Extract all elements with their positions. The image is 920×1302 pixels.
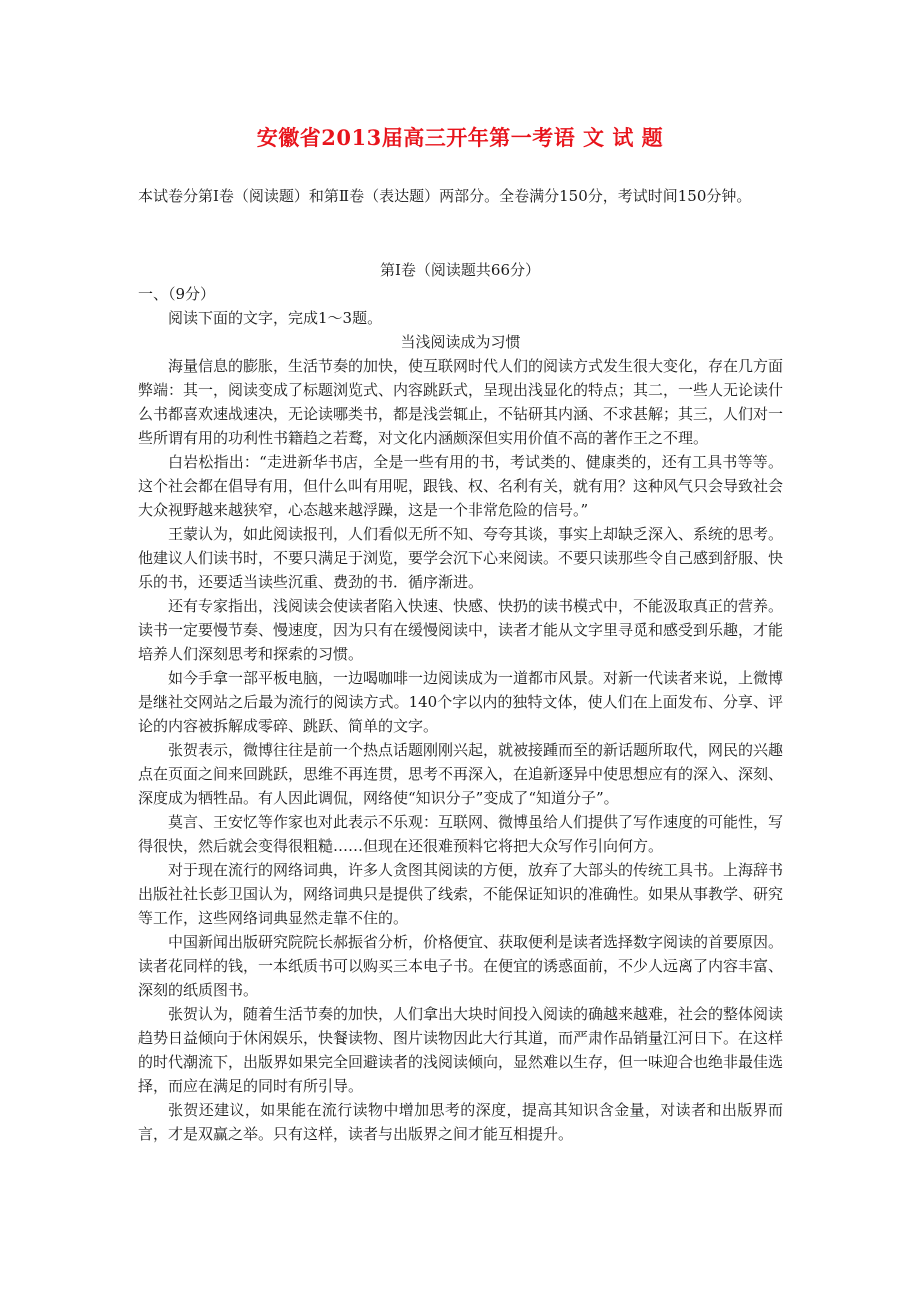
- part-heading: 一、（9分）: [138, 285, 216, 303]
- exam-title: 安徽省2013届高三开年第一考语 文 试 题: [256, 125, 664, 150]
- paragraph: 张贺还建议，如果能在流行读物中增加思考的深度，提高其知识含金量，对读者和出版界而言，才是双赢之举。只有这样，读者与出版界之间才能互相提升。: [138, 1101, 783, 1143]
- section-title: 第Ⅰ卷（阅读题共66分）: [379, 261, 540, 279]
- paragraph: 王蒙认为，如此阅读报刊，人们看似无所不知、夸夸其谈，事实上却缺乏深入、系统的思考。他建议人们读书时，不要只满足于浏览，要学会沉下心来阅读。不要只读那些令自己感到舒服、快乐的书，还要适当读些沉重、费劲的书．循序渐进。: [138, 525, 784, 591]
- instruction: 阅读下面的文字，完成1～3题。: [168, 309, 383, 327]
- paragraph: 对于现在流行的网络词典，许多人贪图其阅读的方便，放弃了大部头的传统工具书。上海辞书出版社社长彭卫国认为，网络词典只是提供了线索，不能保证知识的准确性。如果从事教学、研究等工作，这些网络词典显然走靠不住的。: [138, 861, 784, 927]
- reading-section: [138, 282, 783, 1146]
- paragraph: 如今手拿一部平板电脑，一边喝咖啡一边阅读成为一道都市风景。对新一代读者来说，上微博是继社交网站之后最为流行的阅读方式。140个字以内的独特文体，使人们在上面发布、分享、评论的内容被拆解成零碎、跳跃、简单的文字。: [138, 669, 784, 735]
- paragraph: 张贺表示，微博往往是前一个热点话题刚刚兴起，就被接踵而至的新话题所取代，网民的兴趣点在页面之间来回跳跃，思维不再连贯，思考不再深入，在追新逐异中使思想应有的深入、深刻、深度成为牺牲品。有人因此调侃，网络使“知识分子”变成了“知道分子”。: [138, 741, 784, 807]
- article-title: 当浅阅读成为习惯: [400, 333, 521, 351]
- paragraph: 还有专家指出，浅阅读会使读者陷入快速、快感、快扔的读书模式中，不能汲取真正的营养。读书一定要慢节奏、慢速度，因为只有在缓慢阅读中，读者才能从文字里寻觅和感受到乐趣，才能培养人们深刻思考和探索的习惯。: [138, 597, 784, 663]
- paragraph: 张贺认为，随着生活节奏的加快，人们拿出大块时间投入阅读的确越来越难，社会的整体阅读趋势日益倾向于休闲娱乐，快餐读物、图片读物因此大行其道，而严肃作品销量江河日下。在这样的时代潮流下，出版界如果完全回避读者的浅阅读倾向，显然难以生存，但一味迎合也绝非最佳选择，而应在满足的同时有所引导。: [138, 1005, 784, 1095]
- paragraph: 白岩松指出：“走进新华书店，全是一些有用的书，考试类的、健康类的，还有工具书等等。这个社会都在倡导有用，但什么叫有用呢，跟钱、权、名利有关，就有用？这种风气只会导致社会大众视野越来越狭窄，心态越来越浮躁，这是一个非常危险的信号。”: [138, 453, 784, 519]
- exam-intro: 本试卷分第Ⅰ卷（阅读题）和第Ⅱ卷（表达题）两部分。全卷满分150分，考试时间150分钟。: [138, 187, 752, 205]
- paragraph: 海量信息的膨胀，生活节奏的加快，使互联网时代人们的阅读方式发生很大变化，存在几方面弊端：其一，阅读变成了标题浏览式、内容跳跃式，呈现出浅显化的特点；其二，一些人无论读什么书都喜欢速战速决，无论读哪类书，都是浅尝辄止，不钻研其内涵、不求甚解；其三，人们对一些所谓有用的功利性书籍趋之若鹜，对文化内涵颇深但实用价值不高的著作王之不理。: [138, 357, 784, 447]
- paragraph: 中国新闻出版研究院院长郝振省分析，价格便宜、获取便利是读者选择数字阅读的首要原因。读者花同样的钱，一本纸质书可以购买三本电子书。在便宜的诱惑面前，不少人远离了内容丰富、深刻的纸质图书。: [138, 933, 784, 999]
- paragraph: 莫言、王安忆等作家也对此表示不乐观：互联网、微博虽给人们提供了写作速度的可能性，写得很快，然后就会变得很粗糙……但现在还很难预料它将把大众写作引向何方。: [138, 813, 784, 855]
